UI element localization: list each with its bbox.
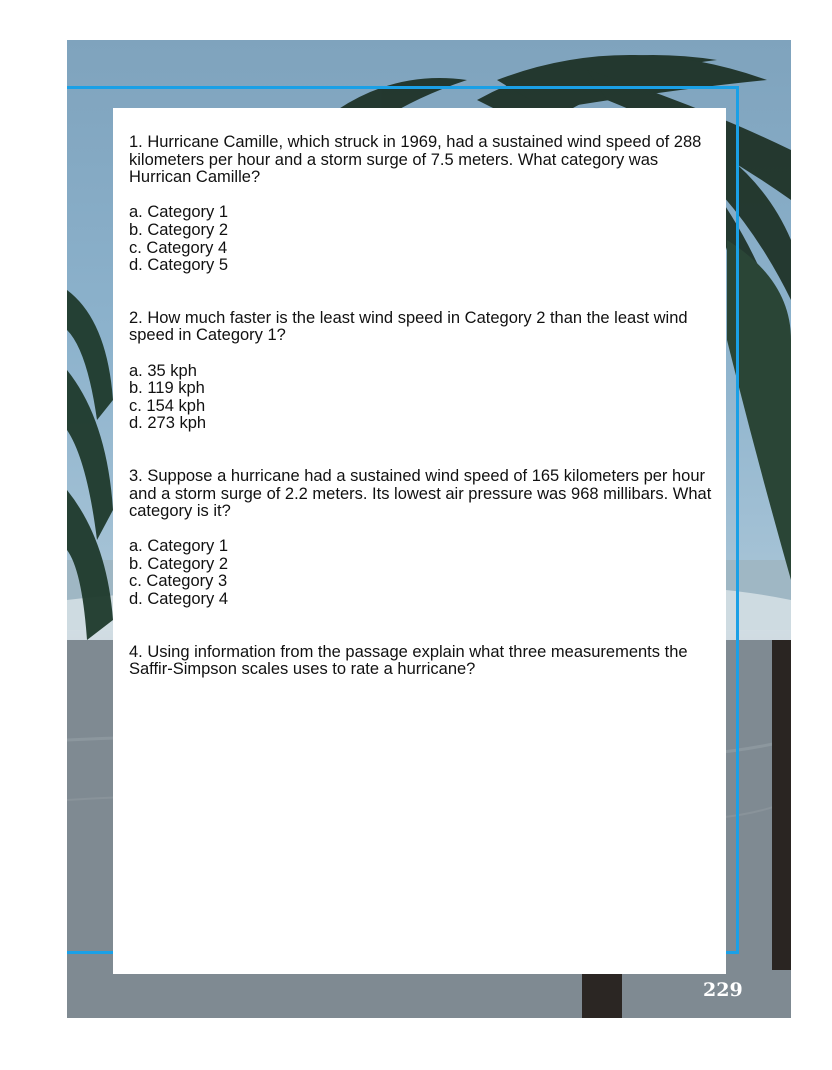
answer-option: a. Category 1 — [129, 537, 229, 556]
answer-option: d. Category 5 — [129, 256, 229, 275]
answer-option: b. Category 2 — [129, 220, 229, 239]
question-2 — [129, 310, 714, 433]
answer-options — [129, 538, 714, 608]
answer-option: c. Category 4 — [129, 238, 228, 257]
question-text: 3. Suppose a hurricane had a sustained wind speed of 165 kilometers per hour and a storm surge of 2.2 meters. Its lowest air pressure was 968 millibars. What category is it? — [129, 466, 712, 521]
question-panel — [113, 108, 726, 974]
answer-option: c. Category 3 — [129, 572, 228, 591]
question-3 — [129, 468, 714, 609]
question-text: 4. Using information from the passage explain what three measurements the Saffir-Simpson scales uses to rate a hurricane? — [129, 642, 688, 679]
answer-option: d. 273 kph — [129, 414, 207, 433]
answer-option: b. 119 kph — [129, 379, 205, 398]
page-number: 229 — [703, 979, 743, 1001]
decorative-blue-frame-bottom-left — [67, 951, 113, 954]
question-text: 2. How much faster is the least wind speed in Category 2 than the least wind speed in Category 1? — [129, 308, 688, 345]
decorative-blue-frame-top-left — [67, 86, 113, 89]
answer-option: d. Category 4 — [129, 590, 229, 609]
answer-options — [129, 363, 714, 433]
question-4 — [129, 644, 714, 679]
question-1 — [129, 134, 714, 275]
question-list — [129, 134, 714, 714]
answer-option: a. 35 kph — [129, 361, 197, 380]
answer-option: c. 154 kph — [129, 396, 206, 415]
answer-option: a. Category 1 — [129, 203, 229, 222]
question-text: 1. Hurricane Camille, which struck in 1969, had a sustained wind speed of 288 kilometers per hour and a storm surge of 7.5 meters. What category was Hurrican Camille? — [129, 133, 702, 187]
answer-options — [129, 204, 714, 274]
answer-option: b. Category 2 — [129, 554, 229, 573]
